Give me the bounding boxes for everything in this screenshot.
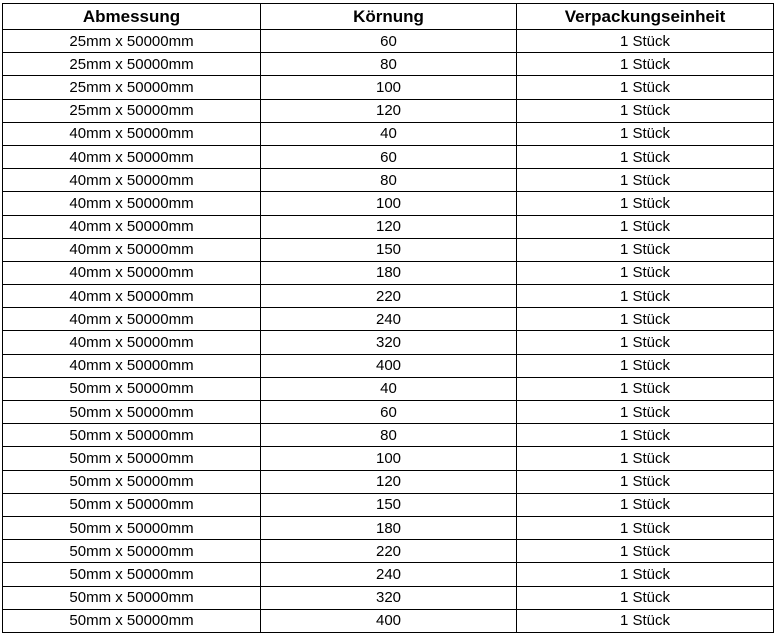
- cell-koernung: 180: [261, 516, 517, 539]
- table-row: [3, 238, 774, 261]
- cell-abmessung: 25mm x 50000mm: [3, 53, 261, 76]
- cell-verpackungseinheit: 1 Stück: [517, 238, 774, 261]
- cell-abmessung: 40mm x 50000mm: [3, 261, 261, 284]
- table-row: [3, 285, 774, 308]
- cell-koernung: 150: [261, 238, 517, 261]
- cell-verpackungseinheit: 1 Stück: [517, 215, 774, 238]
- table-row: [3, 470, 774, 493]
- cell-abmessung: 50mm x 50000mm: [3, 586, 261, 609]
- table-row: [3, 145, 774, 168]
- cell-koernung: 120: [261, 470, 517, 493]
- cell-verpackungseinheit: 1 Stück: [517, 53, 774, 76]
- cell-koernung: 400: [261, 609, 517, 632]
- cell-abmessung: 40mm x 50000mm: [3, 215, 261, 238]
- table-header: [3, 4, 774, 30]
- cell-abmessung: 40mm x 50000mm: [3, 331, 261, 354]
- cell-abmessung: 50mm x 50000mm: [3, 424, 261, 447]
- cell-koernung: 60: [261, 30, 517, 53]
- cell-verpackungseinheit: 1 Stück: [517, 76, 774, 99]
- cell-abmessung: 50mm x 50000mm: [3, 447, 261, 470]
- cell-abmessung: 50mm x 50000mm: [3, 470, 261, 493]
- cell-abmessung: 50mm x 50000mm: [3, 493, 261, 516]
- cell-abmessung: 40mm x 50000mm: [3, 169, 261, 192]
- cell-abmessung: 50mm x 50000mm: [3, 377, 261, 400]
- product-table-container: [2, 3, 774, 633]
- cell-verpackungseinheit: 1 Stück: [517, 563, 774, 586]
- cell-koernung: 80: [261, 53, 517, 76]
- cell-koernung: 60: [261, 401, 517, 424]
- cell-abmessung: 40mm x 50000mm: [3, 192, 261, 215]
- cell-verpackungseinheit: 1 Stück: [517, 354, 774, 377]
- product-table: [2, 3, 774, 633]
- cell-verpackungseinheit: 1 Stück: [517, 331, 774, 354]
- cell-verpackungseinheit: 1 Stück: [517, 308, 774, 331]
- cell-abmessung: 40mm x 50000mm: [3, 308, 261, 331]
- table-row: [3, 354, 774, 377]
- table-row: [3, 30, 774, 53]
- table-row: [3, 609, 774, 632]
- cell-koernung: 220: [261, 285, 517, 308]
- table-row: [3, 331, 774, 354]
- cell-koernung: 100: [261, 76, 517, 99]
- cell-abmessung: 40mm x 50000mm: [3, 145, 261, 168]
- table-row: [3, 308, 774, 331]
- cell-verpackungseinheit: 1 Stück: [517, 30, 774, 53]
- cell-verpackungseinheit: 1 Stück: [517, 516, 774, 539]
- cell-verpackungseinheit: 1 Stück: [517, 586, 774, 609]
- cell-verpackungseinheit: 1 Stück: [517, 122, 774, 145]
- column-header-verpackungseinheit: Verpackungseinheit: [517, 4, 774, 30]
- cell-verpackungseinheit: 1 Stück: [517, 377, 774, 400]
- cell-koernung: 60: [261, 145, 517, 168]
- table-row: [3, 261, 774, 284]
- cell-verpackungseinheit: 1 Stück: [517, 540, 774, 563]
- cell-koernung: 320: [261, 331, 517, 354]
- cell-verpackungseinheit: 1 Stück: [517, 447, 774, 470]
- cell-koernung: 150: [261, 493, 517, 516]
- cell-abmessung: 40mm x 50000mm: [3, 238, 261, 261]
- table-row: [3, 424, 774, 447]
- cell-koernung: 40: [261, 122, 517, 145]
- table-row: [3, 122, 774, 145]
- cell-abmessung: 50mm x 50000mm: [3, 540, 261, 563]
- cell-koernung: 100: [261, 192, 517, 215]
- table-row: [3, 447, 774, 470]
- table-row: [3, 516, 774, 539]
- cell-verpackungseinheit: 1 Stück: [517, 401, 774, 424]
- cell-verpackungseinheit: 1 Stück: [517, 470, 774, 493]
- header-row: [3, 4, 774, 30]
- table-row: [3, 53, 774, 76]
- table-row: [3, 192, 774, 215]
- cell-koernung: 40: [261, 377, 517, 400]
- cell-koernung: 100: [261, 447, 517, 470]
- cell-verpackungseinheit: 1 Stück: [517, 493, 774, 516]
- cell-koernung: 240: [261, 563, 517, 586]
- cell-abmessung: 25mm x 50000mm: [3, 30, 261, 53]
- table-row: [3, 401, 774, 424]
- column-header-koernung: Körnung: [261, 4, 517, 30]
- cell-abmessung: 50mm x 50000mm: [3, 516, 261, 539]
- cell-koernung: 120: [261, 215, 517, 238]
- cell-verpackungseinheit: 1 Stück: [517, 285, 774, 308]
- table-row: [3, 586, 774, 609]
- table-row: [3, 493, 774, 516]
- table-row: [3, 563, 774, 586]
- cell-verpackungseinheit: 1 Stück: [517, 261, 774, 284]
- table-row: [3, 377, 774, 400]
- cell-verpackungseinheit: 1 Stück: [517, 145, 774, 168]
- cell-verpackungseinheit: 1 Stück: [517, 609, 774, 632]
- table-row: [3, 540, 774, 563]
- cell-verpackungseinheit: 1 Stück: [517, 99, 774, 122]
- cell-koernung: 120: [261, 99, 517, 122]
- column-header-abmessung: Abmessung: [3, 4, 261, 30]
- table-row: [3, 76, 774, 99]
- cell-abmessung: 50mm x 50000mm: [3, 609, 261, 632]
- cell-koernung: 400: [261, 354, 517, 377]
- table-row: [3, 99, 774, 122]
- table-row: [3, 215, 774, 238]
- cell-verpackungseinheit: 1 Stück: [517, 424, 774, 447]
- cell-abmessung: 40mm x 50000mm: [3, 285, 261, 308]
- cell-koernung: 80: [261, 424, 517, 447]
- cell-abmessung: 50mm x 50000mm: [3, 563, 261, 586]
- table-body: [3, 30, 774, 633]
- table-row: [3, 169, 774, 192]
- cell-abmessung: 50mm x 50000mm: [3, 401, 261, 424]
- cell-koernung: 240: [261, 308, 517, 331]
- cell-abmessung: 25mm x 50000mm: [3, 76, 261, 99]
- cell-abmessung: 40mm x 50000mm: [3, 122, 261, 145]
- cell-koernung: 220: [261, 540, 517, 563]
- cell-koernung: 80: [261, 169, 517, 192]
- cell-abmessung: 25mm x 50000mm: [3, 99, 261, 122]
- cell-abmessung: 40mm x 50000mm: [3, 354, 261, 377]
- cell-koernung: 320: [261, 586, 517, 609]
- cell-koernung: 180: [261, 261, 517, 284]
- cell-verpackungseinheit: 1 Stück: [517, 192, 774, 215]
- cell-verpackungseinheit: 1 Stück: [517, 169, 774, 192]
